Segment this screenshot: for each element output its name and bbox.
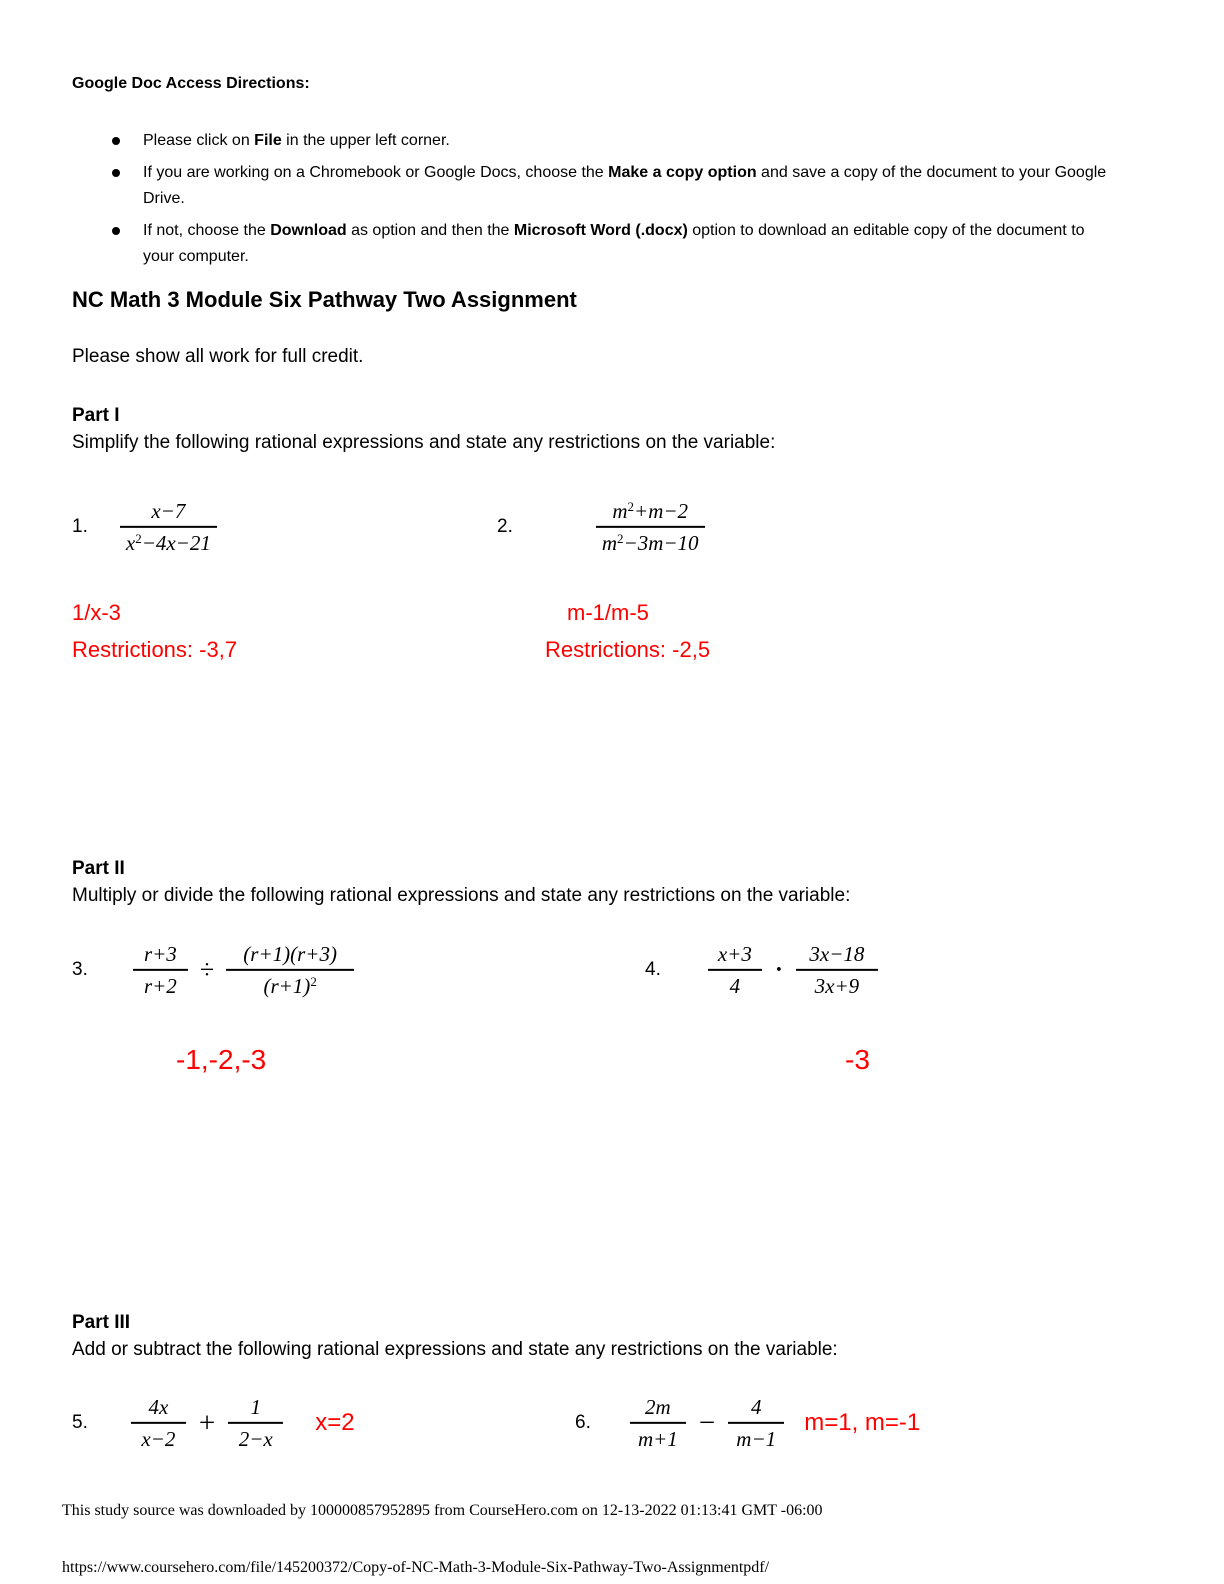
problem-3 — [72, 941, 354, 999]
division-operator: ÷ — [199, 955, 215, 984]
math-term: m — [612, 498, 628, 523]
problem-number: 3. — [72, 959, 88, 980]
problem-5 — [72, 1394, 355, 1452]
bullet-segment: as option and then the — [346, 222, 514, 239]
math-term: (r+1) — [263, 974, 311, 998]
assignment-title: NC Math 3 Module Six Pathway Two Assignment — [72, 287, 577, 312]
fraction-denominator — [596, 526, 705, 556]
bullet-segment: Please click on — [143, 132, 255, 149]
coursehero-url: https://www.coursehero.com/file/145200372/Copy-of-NC-Math-3-Module-Six-Pathway-Two-Assignmentpdf/ — [62, 1559, 770, 1576]
answer-p6: m=1, m=-1 — [804, 1409, 921, 1436]
fraction-numerator: x−7 — [151, 498, 186, 523]
fraction-numerator: 1 — [250, 1394, 261, 1419]
part3-description: Add or subtract the following rational expressions and state any restrictions on the variable: — [72, 1339, 838, 1360]
bullet-item — [112, 128, 1112, 154]
answer-restrictions: Restrictions: -2,5 — [545, 637, 711, 662]
answer-p3: -1,-2,-3 — [176, 1044, 267, 1075]
math-exponent: 2 — [135, 531, 142, 546]
fraction-denominator: r+2 — [133, 969, 188, 999]
bullet-segment-bold: File — [254, 132, 282, 149]
bullet-item — [112, 218, 1112, 270]
bullet-segment: in the upper left corner. — [281, 132, 450, 149]
answer-result: m-1/m-5 — [567, 600, 649, 625]
fraction — [596, 498, 705, 556]
problem-4 — [645, 941, 878, 999]
answer-p4: -3 — [845, 1044, 870, 1075]
part3-heading: Part III — [72, 1312, 131, 1333]
fraction-denominator — [120, 526, 217, 556]
answer-block-p2 — [545, 594, 710, 668]
part1-heading: Part I — [72, 405, 120, 426]
math-exponent: 2 — [627, 498, 635, 514]
fraction-numerator: x+3 — [717, 941, 752, 966]
directions-list — [112, 128, 1112, 276]
fraction-denominator — [226, 969, 354, 999]
fraction-denominator: x−2 — [131, 1422, 186, 1452]
fraction — [133, 941, 188, 999]
problem-2 — [497, 498, 705, 556]
math-term: −3m−10 — [623, 531, 699, 555]
math-term: +m−2 — [634, 498, 689, 523]
math-exponent: 2 — [617, 531, 624, 546]
fraction — [120, 498, 217, 556]
intro-text: Please show all work for full credit. — [72, 346, 364, 367]
fraction-denominator: m+1 — [630, 1422, 686, 1452]
bullet-icon — [112, 227, 120, 235]
part2-description: Multiply or divide the following rational expressions and state any restrictions on the variable: — [72, 885, 851, 906]
fraction-numerator: 2m — [645, 1394, 671, 1419]
fraction — [131, 1394, 186, 1452]
problem-number: 2. — [497, 516, 513, 537]
fraction — [630, 1394, 686, 1452]
bullet-segment-bold: Microsoft Word (.docx) — [513, 222, 688, 239]
problem-number: 6. — [575, 1412, 591, 1433]
fraction — [228, 1394, 283, 1452]
fraction — [796, 941, 878, 999]
fraction — [226, 941, 354, 999]
fraction-numerator — [596, 498, 705, 526]
coursehero-attribution: This study source was downloaded by 100000857952895 from CourseHero.com on 12-13-2022 01:13:41 GMT -06:00 — [62, 1502, 823, 1519]
bullet-segment: and save a copy of the document to your Google Drive. — [143, 164, 1107, 207]
answer-result: 1/x-3 — [72, 600, 121, 625]
plus-operator: + — [198, 1406, 216, 1439]
answer-restrictions: Restrictions: -3,7 — [72, 637, 238, 662]
fraction-numerator: r+3 — [143, 941, 177, 966]
bullet-segment-bold: Download — [270, 222, 347, 239]
fraction-denominator: 4 — [708, 969, 762, 999]
answer-block-p1 — [72, 594, 237, 668]
bullet-text — [143, 218, 1112, 270]
bullet-text — [143, 128, 1112, 154]
bullet-segment-bold: Make a copy option — [608, 164, 757, 181]
bullet-segment: If not, choose the — [143, 222, 271, 239]
fraction-numerator: 4 — [750, 1394, 762, 1419]
bullet-segment: If you are working on a Chromebook or Google Docs, choose the — [143, 164, 609, 181]
bullet-text — [143, 160, 1112, 212]
math-term: m — [601, 531, 618, 555]
part2-heading: Part II — [72, 858, 125, 879]
minus-operator: − — [698, 1406, 716, 1439]
bullet-segment: option to download an editable copy of the document to your computer. — [143, 222, 1085, 265]
bullet-item — [112, 160, 1112, 212]
problem-6 — [575, 1394, 920, 1452]
part1-description: Simplify the following rational expressions and state any restrictions on the variable: — [72, 432, 776, 453]
answer-p5: x=2 — [315, 1409, 355, 1436]
problem-1 — [72, 498, 217, 556]
fraction-numerator: (r+1)(r+3) — [243, 941, 337, 966]
fraction — [728, 1394, 784, 1452]
math-exponent: 2 — [310, 974, 317, 989]
fraction-numerator: 4x — [148, 1394, 169, 1419]
bullet-icon — [112, 137, 120, 145]
fraction — [708, 941, 762, 999]
problem-number: 4. — [645, 959, 661, 980]
fraction-denominator: m−1 — [728, 1422, 784, 1452]
math-term: x — [125, 531, 136, 555]
directions-heading: Google Doc Access Directions: — [72, 75, 310, 92]
fraction-numerator: 3x−18 — [809, 941, 865, 966]
problem-number: 1. — [72, 516, 88, 537]
bullet-icon — [112, 169, 120, 177]
problem-number: 5. — [72, 1412, 88, 1433]
multiplication-dot-operator: · — [774, 957, 783, 983]
fraction-denominator: 3x+9 — [796, 969, 878, 999]
fraction-denominator: 2−x — [228, 1422, 283, 1452]
math-term: −4x−21 — [141, 531, 211, 555]
